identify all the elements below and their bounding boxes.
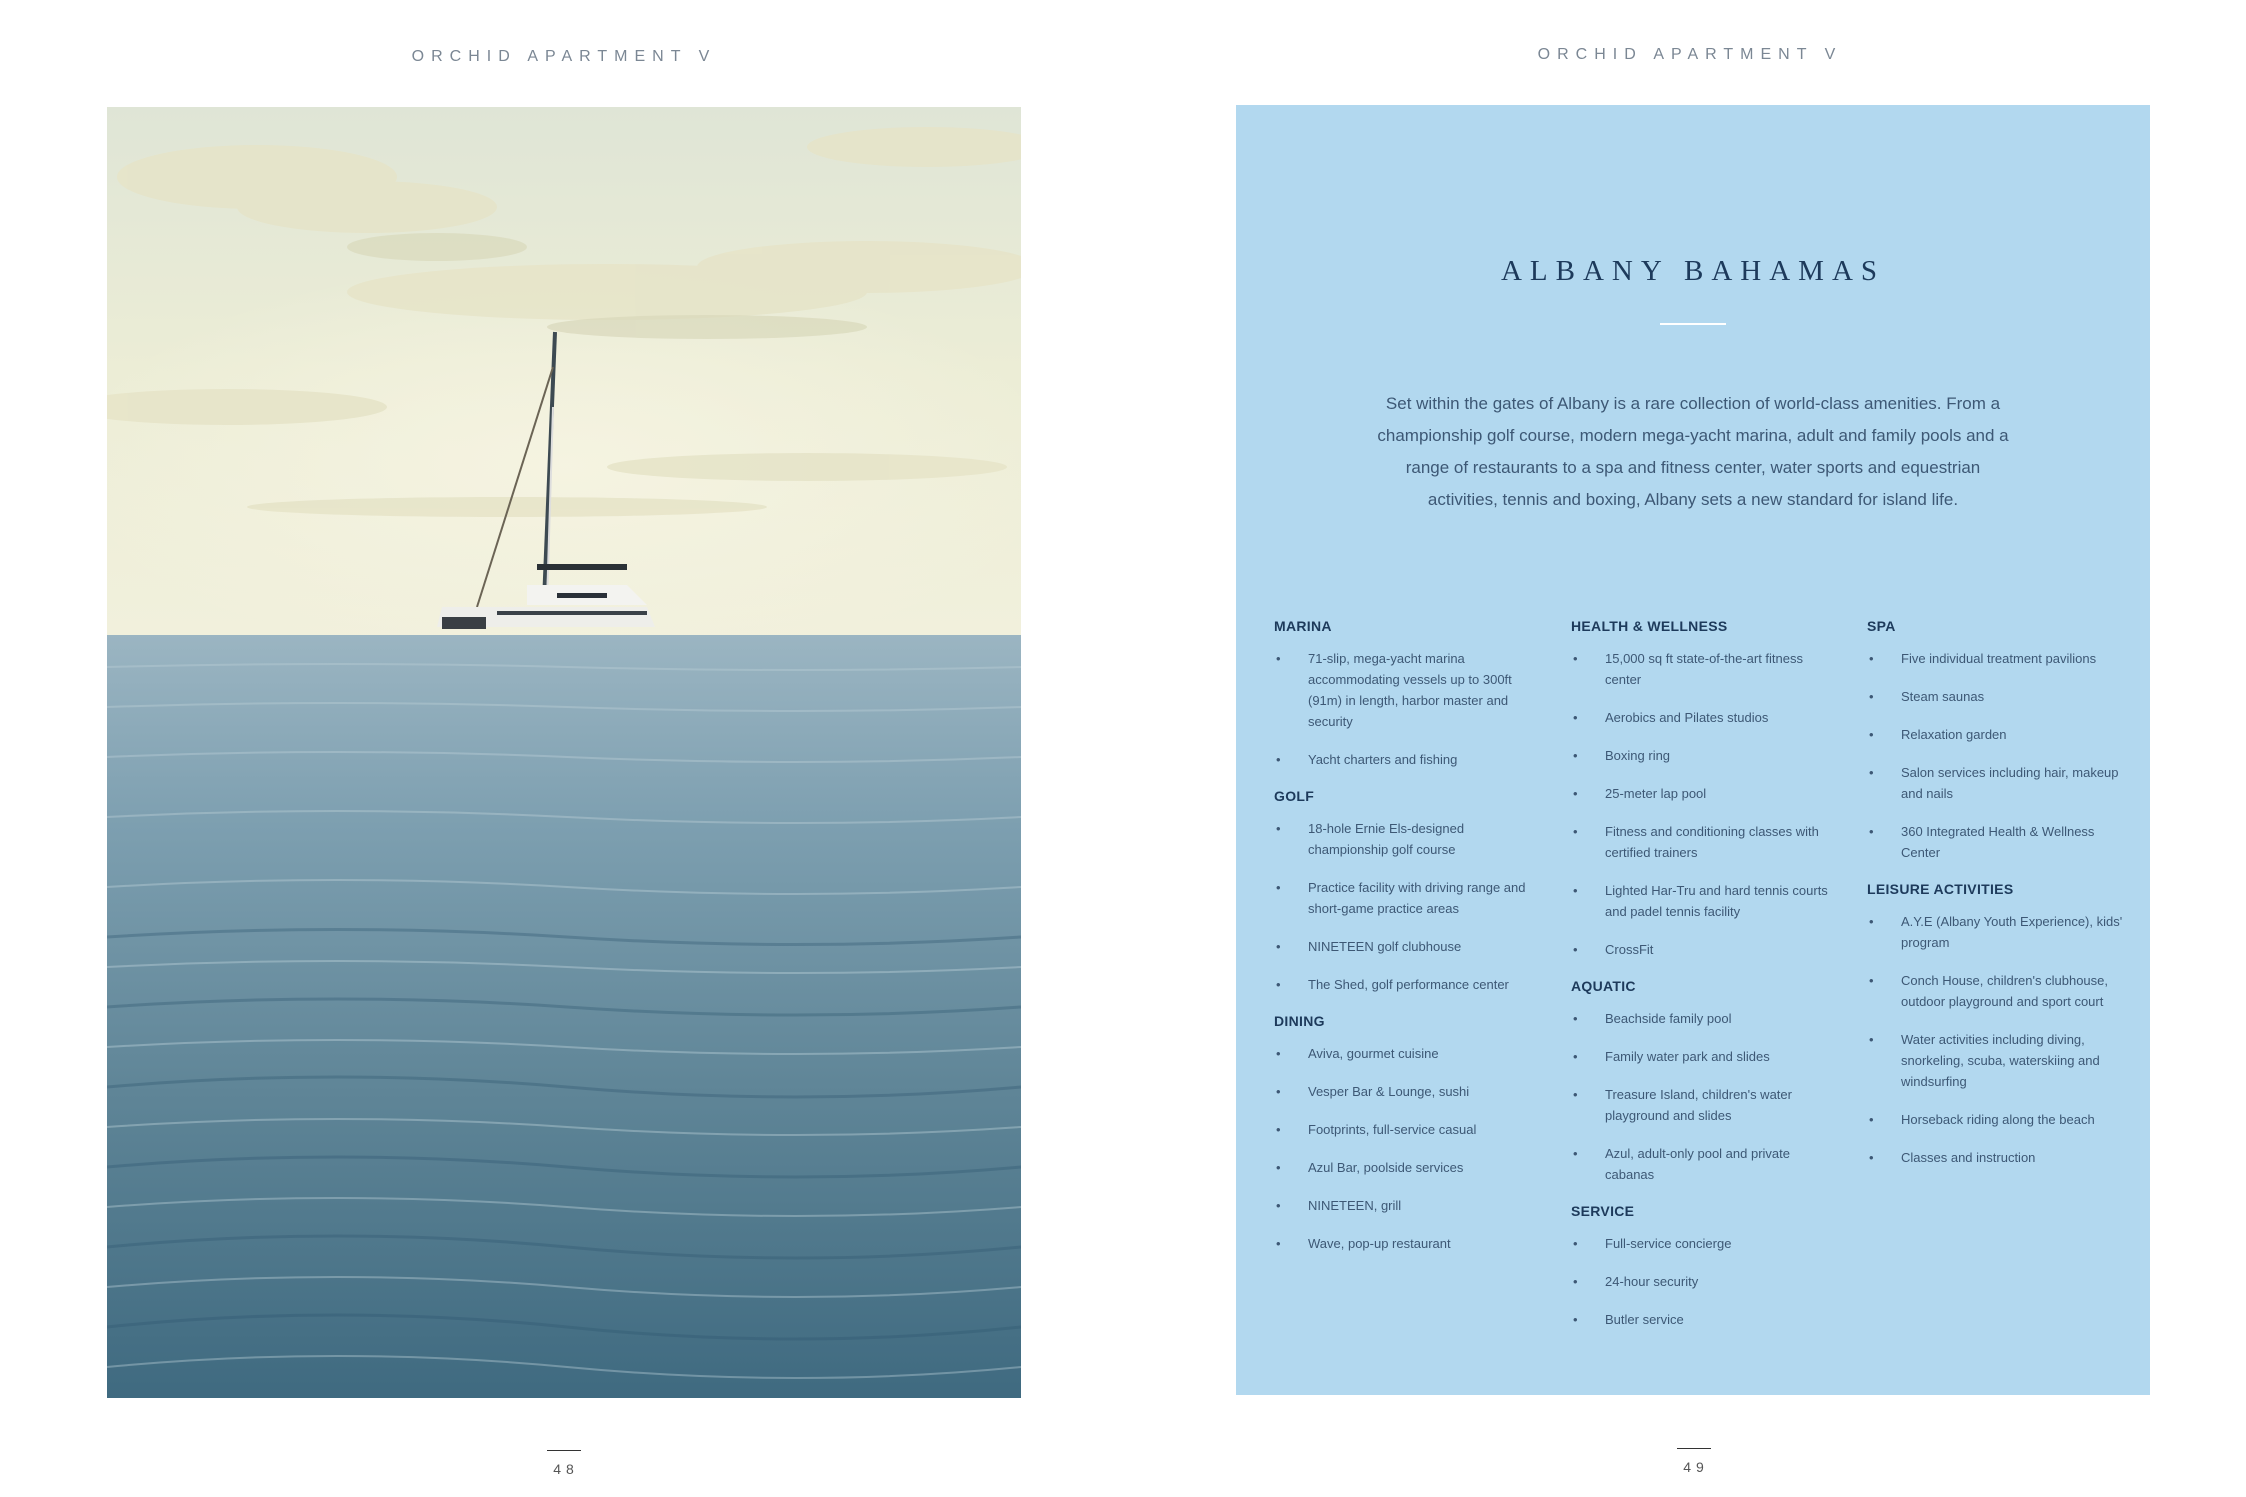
page-number-rule-left [547, 1450, 581, 1451]
amenity-item [1571, 880, 1831, 922]
bullet-icon: • [1276, 1122, 1281, 1137]
amenity-item [1571, 1143, 1831, 1185]
amenity-text: Beachside family pool [1605, 1011, 1732, 1026]
amenity-item [1274, 648, 1534, 732]
amenities-column-1 [1274, 617, 1534, 1271]
amenity-text: 24-hour security [1605, 1274, 1699, 1289]
amenity-item [1274, 1119, 1534, 1140]
amenity-item [1867, 648, 2127, 669]
amenity-text: Water activities including diving, snorkeling, scuba, waterskiing and windsurfing [1901, 1032, 2100, 1089]
amenities-panel [1236, 105, 2150, 1395]
bullet-icon: • [1573, 824, 1578, 839]
amenity-text: Footprints, full-service casual [1308, 1122, 1477, 1137]
bullet-icon: • [1869, 1112, 1874, 1127]
bullet-icon: • [1869, 689, 1874, 704]
bullet-icon: • [1573, 651, 1578, 666]
intro-paragraph: Set within the gates of Albany is a rare collection of world-class amenities. From a championship golf course, modern mega-yacht marina, adult and family pools and a range of restaurants to a spa and fitness center, water sports and equestrian activities, tennis and boxing, Albany sets a new standard for island life. [1377, 394, 2009, 509]
amenity-text: 360 Integrated Health & Wellness Center [1901, 824, 2095, 860]
amenity-item [1571, 1309, 1831, 1330]
amenity-item [1571, 648, 1831, 690]
amenities-column-2 [1571, 617, 1831, 1347]
amenity-item [1274, 936, 1534, 957]
amenity-text: Full-service concierge [1605, 1236, 1732, 1251]
amenity-text: 25-meter lap pool [1605, 786, 1707, 801]
amenity-text: Lighted Har-Tru and hard tennis courts and padel tennis facility [1605, 883, 1828, 919]
amenity-list [1274, 648, 1534, 770]
category-heading: GOLF [1274, 788, 1315, 804]
bullet-icon: • [1276, 1084, 1281, 1099]
amenity-item [1867, 821, 2127, 863]
amenity-item [1274, 974, 1534, 995]
amenity-item [1867, 1147, 2127, 1168]
category-heading: LEISURE ACTIVITIES [1867, 881, 2014, 897]
amenity-list [1274, 1043, 1534, 1254]
amenity-item [1274, 877, 1534, 919]
bullet-icon: • [1276, 752, 1281, 767]
amenity-text: The Shed, golf performance center [1308, 977, 1509, 992]
bullet-icon: • [1276, 939, 1281, 954]
amenity-text: 15,000 sq ft state-of-the-art fitness center [1605, 651, 1803, 687]
amenity-text: NINETEEN, grill [1308, 1198, 1402, 1213]
amenity-text: Azul Bar, poolside services [1308, 1160, 1464, 1175]
amenity-item [1867, 724, 2127, 745]
amenity-item [1867, 970, 2127, 1012]
bullet-icon: • [1869, 651, 1874, 666]
bullet-icon: • [1573, 942, 1578, 957]
amenity-text: Classes and instruction [1901, 1150, 2036, 1165]
amenity-text: NINETEEN golf clubhouse [1308, 939, 1462, 954]
bullet-icon: • [1869, 914, 1874, 929]
bullet-icon: • [1573, 1146, 1578, 1161]
bullet-icon: • [1276, 1198, 1281, 1213]
running-header-left: ORCHID APARTMENT V [411, 48, 717, 65]
page-number-rule-right [1677, 1448, 1711, 1449]
bullet-icon: • [1276, 1236, 1281, 1251]
bullet-icon: • [1573, 1087, 1578, 1102]
amenity-text: Yacht charters and fishing [1308, 752, 1458, 767]
bullet-icon: • [1869, 765, 1874, 780]
bullet-icon: • [1276, 1160, 1281, 1175]
amenity-item [1274, 749, 1534, 770]
amenity-item [1571, 1271, 1831, 1292]
page-number-right: 49 [1683, 1459, 1709, 1475]
amenity-item [1571, 939, 1831, 960]
bullet-icon: • [1869, 824, 1874, 839]
amenity-list [1867, 911, 2127, 1168]
amenity-item [1274, 1195, 1534, 1216]
amenity-list [1571, 1008, 1831, 1185]
amenity-text: Boxing ring [1605, 748, 1671, 763]
bullet-icon: • [1276, 1046, 1281, 1061]
amenity-text: Horseback riding along the beach [1901, 1112, 2095, 1127]
bullet-icon: • [1276, 977, 1281, 992]
category-heading: DINING [1274, 1013, 1325, 1029]
amenity-text: Treasure Island, children's water playground and slides [1605, 1087, 1792, 1123]
amenity-list [1571, 648, 1831, 960]
amenity-text: Butler service [1605, 1312, 1684, 1327]
bullet-icon: • [1573, 1312, 1578, 1327]
page-number-left: 48 [553, 1461, 579, 1477]
bullet-icon: • [1869, 973, 1874, 988]
amenity-text: Steam saunas [1901, 689, 1985, 704]
category-heading: MARINA [1274, 618, 1332, 634]
amenity-item [1867, 911, 2127, 953]
amenity-item [1274, 818, 1534, 860]
bullet-icon: • [1276, 651, 1281, 666]
amenity-item [1571, 1233, 1831, 1254]
bullet-icon: • [1573, 710, 1578, 725]
amenity-item [1274, 1043, 1534, 1064]
running-header-right: ORCHID APARTMENT V [1537, 46, 1843, 63]
bullet-icon: • [1869, 727, 1874, 742]
amenity-text: Vesper Bar & Lounge, sushi [1308, 1084, 1470, 1099]
bullet-icon: • [1573, 786, 1578, 801]
amenity-text: Conch House, children's clubhouse, outdoor playground and sport court [1901, 973, 2108, 1009]
amenity-item [1571, 1008, 1831, 1029]
amenity-text: Five individual treatment pavilions [1901, 651, 2097, 666]
category-heading: AQUATIC [1571, 978, 1636, 994]
amenity-item [1867, 762, 2127, 804]
bullet-icon: • [1276, 821, 1281, 836]
amenity-item [1571, 821, 1831, 863]
bullet-icon: • [1869, 1150, 1874, 1165]
amenity-list [1571, 1233, 1831, 1330]
amenity-text: Relaxation garden [1901, 727, 2007, 742]
amenity-text: Salon services including hair, makeup and nails [1901, 765, 2119, 801]
bullet-icon: • [1573, 883, 1578, 898]
amenity-text: Aviva, gourmet cuisine [1308, 1046, 1439, 1061]
amenity-text: Fitness and conditioning classes with certified trainers [1605, 824, 1819, 860]
amenity-list [1867, 648, 2127, 863]
page-title: ALBANY BAHAMAS [1500, 255, 1886, 287]
category-heading: SPA [1867, 618, 1896, 634]
amenity-text: Azul, adult-only pool and private cabanas [1605, 1146, 1791, 1182]
bullet-icon: • [1573, 1236, 1578, 1251]
title-divider [1660, 323, 1726, 325]
sailboat-photo [107, 107, 1021, 1398]
amenity-item [1571, 707, 1831, 728]
amenity-text: A.Y.E (Albany Youth Experience), kids' program [1901, 914, 2123, 950]
amenity-text: Wave, pop-up restaurant [1308, 1236, 1451, 1251]
amenity-item [1274, 1157, 1534, 1178]
amenity-item [1571, 1084, 1831, 1126]
amenity-item [1571, 1046, 1831, 1067]
amenity-item [1571, 745, 1831, 766]
bullet-icon: • [1573, 748, 1578, 763]
amenity-item [1274, 1233, 1534, 1254]
amenity-list [1274, 818, 1534, 995]
amenity-item [1274, 1081, 1534, 1102]
bullet-icon: • [1276, 880, 1281, 895]
amenities-column-3 [1867, 617, 2127, 1185]
amenity-text: 18-hole Ernie Els-designed championship golf course [1308, 821, 1465, 857]
amenity-item [1867, 686, 2127, 707]
bullet-icon: • [1573, 1049, 1578, 1064]
bullet-icon: • [1573, 1274, 1578, 1289]
amenity-item [1867, 1029, 2127, 1092]
amenity-item [1867, 1109, 2127, 1130]
category-heading: HEALTH & WELLNESS [1571, 618, 1728, 634]
amenity-text: CrossFit [1605, 942, 1654, 957]
amenity-text: Aerobics and Pilates studios [1605, 710, 1769, 725]
bullet-icon: • [1573, 1011, 1578, 1026]
category-heading: SERVICE [1571, 1203, 1635, 1219]
amenity-item [1571, 783, 1831, 804]
amenity-text: 71-slip, mega-yacht marina accommodating vessels up to 300ft (91m) in length, harbor master and security [1308, 651, 1512, 729]
bullet-icon: • [1869, 1032, 1874, 1047]
amenity-text: Family water park and slides [1605, 1049, 1770, 1064]
amenity-text: Practice facility with driving range and short-game practice areas [1308, 880, 1526, 916]
